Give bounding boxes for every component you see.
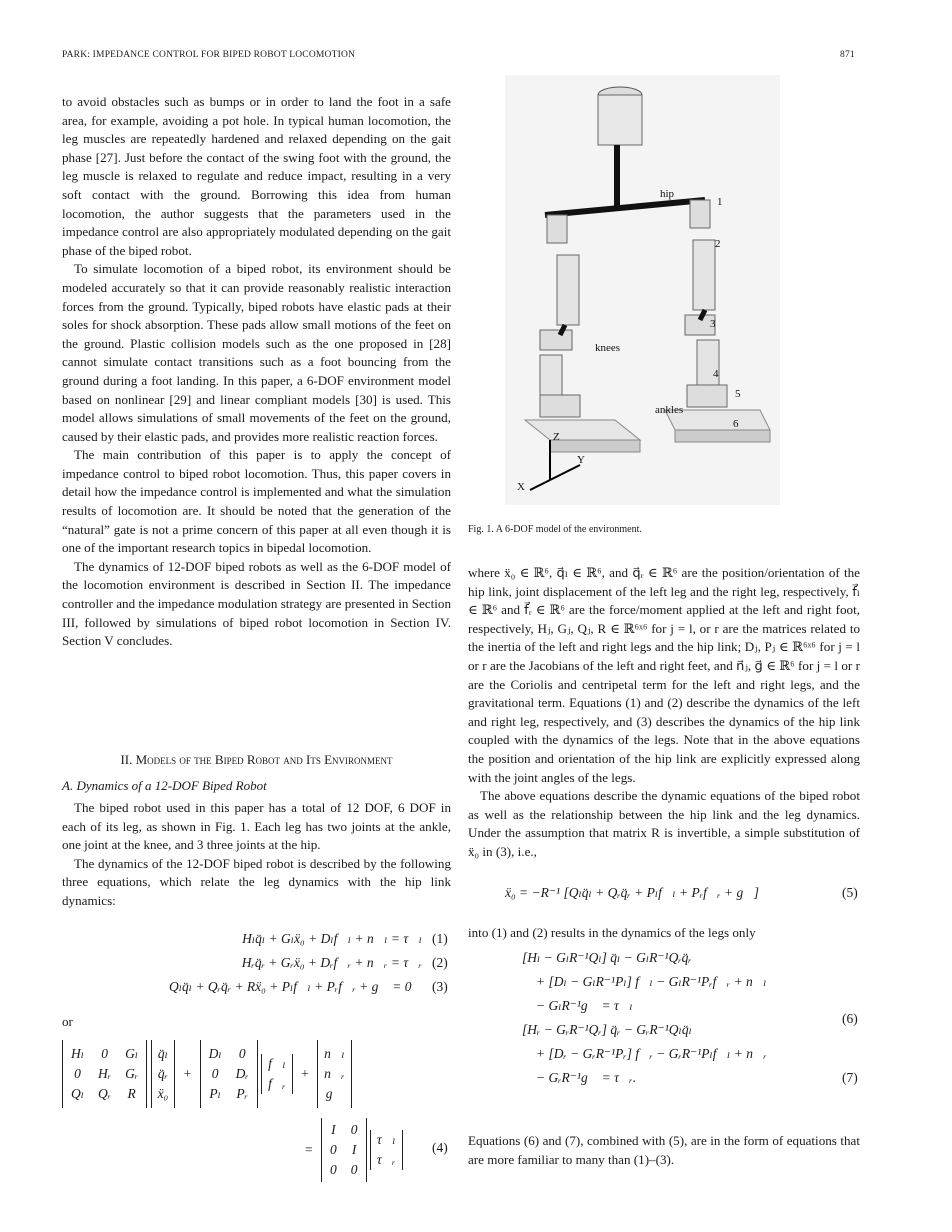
- equation-7-line: − GᵣR⁻¹g⃗ = τ⃗ᵣ.: [536, 1070, 637, 1085]
- vector-n: n⃗ₗ n⃗ᵣ g⃗: [317, 1040, 352, 1108]
- equation-number: (1): [432, 931, 448, 946]
- svg-text:2: 2: [715, 238, 721, 250]
- equation-4-lhs: Hₗ 0 Gₗ 0 Hᵣ Gᵣ Qₗ Qᵣ R q̈ₗ q̈ᵣ ẍ₀ + Dₗ 0 0 Dᵣ Pₗ Pᵣ f⃗ₗ f⃗ᵣ + n⃗ₗ n⃗ᵣ g⃗: [62, 1040, 352, 1108]
- vector-q: q̈ₗ q̈ᵣ ẍ₀: [151, 1040, 176, 1108]
- equation-number: (2): [432, 955, 448, 970]
- label-knees: knees: [595, 342, 621, 354]
- figure-caption: Fig. 1. A 6-DOF model of the environment.: [468, 524, 642, 535]
- equation-6-line: − GₗR⁻¹g⃗ = τ⃗ₗ: [536, 998, 633, 1013]
- paragraph: The dynamics of the 12-DOF biped robot is described by the following three equations, which relate the leg dynamics with the hip link dynamics:: [62, 855, 451, 908]
- equation-number: (7): [842, 1070, 858, 1085]
- equation-6-line: [Hₗ − GₗR⁻¹Qₗ] q̈ₗ − GₗR⁻¹Qᵣq̈ᵣ: [522, 950, 692, 965]
- vector-f: f⃗ₗ f⃗ᵣ: [261, 1054, 293, 1094]
- equation-7-line: + [Dᵣ − GᵣR⁻¹Pᵣ] f⃗ᵣ − GᵣR⁻¹Pₗf⃗ₗ + n⃗ᵣ: [536, 1046, 767, 1061]
- svg-text:Z: Z: [553, 431, 560, 443]
- paragraph: Equations (6) and (7), combined with (5), are in the form of equations that are more familiar to many than (1)–(3).: [468, 1133, 860, 1167]
- biped-robot-figure: [505, 75, 780, 505]
- paragraph: to avoid obstacles such as bumps or in order to land the foot in a safe area, for example, avoiding a pot hole. In typical human locomotion, the leg muscles are repeatedly hardened and relaxed depending on the gait phase [27]. Just before the contact of the swing foot with the ground, the leg muscle is relaxed to regulate and reduce impact, resulting in a very soft contact with the ground. Borrowing this idea from human locomotion, the author suggests that the parameters used in the impedance control are also appropriately modulated depending on the gait phase of the biped robot.: [62, 94, 451, 258]
- equation-1: Hₗq̈ₗ + Gₗẍ₀ + Dₗf⃗ₗ + n⃗ₗ = τ⃗ₗ: [242, 931, 422, 946]
- right-body-text: [468, 564, 860, 862]
- page-number: 871: [840, 50, 855, 60]
- or-text: or: [62, 1014, 73, 1029]
- equation-number: (5): [842, 885, 858, 900]
- svg-text:6: 6: [733, 418, 739, 430]
- matrix-I: I 0 0 I 0 0: [321, 1118, 367, 1182]
- paragraph: The main contribution of this paper is to apply the concept of impedance control to biped robot locomotion. Thus, this paper covers in detail how the impedance control is implemented and what the simulation results of locomotion are. It should be noted that the generation of the “natural” gate is not a prime concern of this paper at all even though it is one of the important research topics in bipedal locomotion.: [62, 447, 451, 556]
- vector-tau: τ⃗ₗ τ⃗ᵣ: [370, 1130, 403, 1170]
- equation-4-rhs: = I 0 0 I 0 0 τ⃗ₗ τ⃗ᵣ: [300, 1118, 403, 1182]
- equation-number: (3): [432, 979, 448, 994]
- paragraph: The dynamics of 12-DOF biped robots as well as the 6-DOF model of the locomotion environment is described in Section II. The impedance controller and the impedance modulation strategy are presented in Section III, followed by simulations of biped robot locomotion in Section IV. Section V concludes.: [62, 558, 451, 649]
- paragraph: To simulate locomotion of a biped robot, its environment should be modeled accurately so that it can provide reasonably realistic interaction forces from the ground. Typically, biped robots have elastic pads at their soles for shock absorption. These pads allow small motions of the feet on the ground. Plastic collision models such as the one proposed in [28] cannot simulate contact transitions such as a foot bouncing from the ground during a foot landing. In this paper, a 6-DOF environment model based on nonlinear [29] and linear compliant models [30] is used. This model allows simulations of small movements of the feet on the ground, caused by their elastic pads, and provides more realistic reaction forces.: [62, 261, 451, 444]
- svg-text:Y: Y: [577, 454, 585, 466]
- equation-number: (6): [842, 1011, 858, 1026]
- matrix-A: Hₗ 0 Gₗ 0 Hᵣ Gᵣ Qₗ Qᵣ R: [62, 1040, 147, 1108]
- paragraph: into (1) and (2) results in the dynamics of the legs only: [468, 925, 756, 940]
- label-ankles: ankles: [655, 404, 684, 416]
- svg-text:4: 4: [713, 368, 719, 380]
- left-body-text-2: [62, 799, 451, 911]
- equation-2: Hᵣq̈ᵣ + Gᵣẍ₀ + Dᵣf⃗ᵣ + n⃗ᵣ = τ⃗ᵣ: [241, 955, 422, 970]
- equation-5: ẍ₀ = −R⁻¹ [Qₗq̈ₗ + Qᵣq̈ᵣ + Pₗf⃗ₗ + Pᵣf⃗ᵣ + g⃗]: [505, 885, 760, 900]
- paragraph: where ẍ₀ ∈ ℝ⁶, q⃗ₗ ∈ ℝ⁶, and q⃗ᵣ ∈ ℝ⁶ are the position/orientation of the hip link, joint displacement of the left leg and the right leg, respectively, f⃗ₗ ∈ ℝ⁶ and f⃗ᵣ ∈ ℝ⁶ are the force/moment applied at the left and right foot, respectively, Hⱼ, Gⱼ, Qⱼ, R ∈ ℝ⁶ˣ⁶ for j = l, or r are the matrices related to the inertia of the left and right legs and the hip link; Dⱼ, Pⱼ ∈ ℝ⁶ˣ⁶ for j = l or r are the Jacobians of the left and right feet, and n⃗ⱼ, g⃗ ∈ ℝ⁶ for j = l or r are the Coriolis and centripetal term for the left and right legs, and the gravitational term. Equations (1) and (2) describe the dynamics of the left and right leg, respectively, and (3) describes the dynamics of the hip link coupled with the dynamics of the legs. Note that in the above equations the position and orientation of the hip link are explicitly expressed along with the joint angles of the legs.: [468, 565, 860, 785]
- equation-3: Qₗq̈ₗ + Qᵣq̈ᵣ + Rẍ₀ + Pₗf⃗ₗ + Pᵣf⃗ᵣ + g⃗ = 0⃗: [169, 979, 422, 994]
- svg-text:5: 5: [735, 388, 741, 400]
- matrix-D: Dₗ 0 0 Dᵣ Pₗ Pᵣ: [200, 1040, 258, 1108]
- paragraph: The biped robot used in this paper has a total of 12 DOF, 6 DOF in each of its leg, as shown in Fig. 1. Each leg has two joints at the ankle, one joint at the knee, and 3 three joints at the hip.: [62, 800, 451, 853]
- subsection-heading: A. Dynamics of a 12-DOF Biped Robot: [62, 778, 267, 793]
- left-body-text: [62, 93, 451, 651]
- paragraph: The above equations describe the dynamic equations of the biped robot as well as the relationship between the hip link and the leg dynamics. Under the assumption that matrix R is invertible, a simple substitution of ẍ₀ in (3), i.e.,: [468, 788, 860, 859]
- equation-6-line: + [Dₗ − GₗR⁻¹Pₗ] f⃗ₗ − GₗR⁻¹Pᵣf⃗ᵣ + n⃗ₗ: [536, 974, 767, 989]
- section-heading: II. Models of the Biped Robot and Its Environment: [120, 752, 393, 767]
- equation-number: (4): [432, 1140, 448, 1155]
- svg-text:X: X: [517, 481, 525, 493]
- svg-text:3: 3: [710, 318, 716, 330]
- equation-7-line: [Hᵣ − GᵣR⁻¹Qᵣ] q̈ᵣ − GᵣR⁻¹Qₗq̈ₗ: [522, 1022, 692, 1037]
- svg-text:1: 1: [717, 196, 723, 208]
- label-hip: hip: [660, 188, 675, 200]
- running-title: PARK: IMPEDANCE CONTROL FOR BIPED ROBOT LOCOMOTION: [62, 50, 356, 60]
